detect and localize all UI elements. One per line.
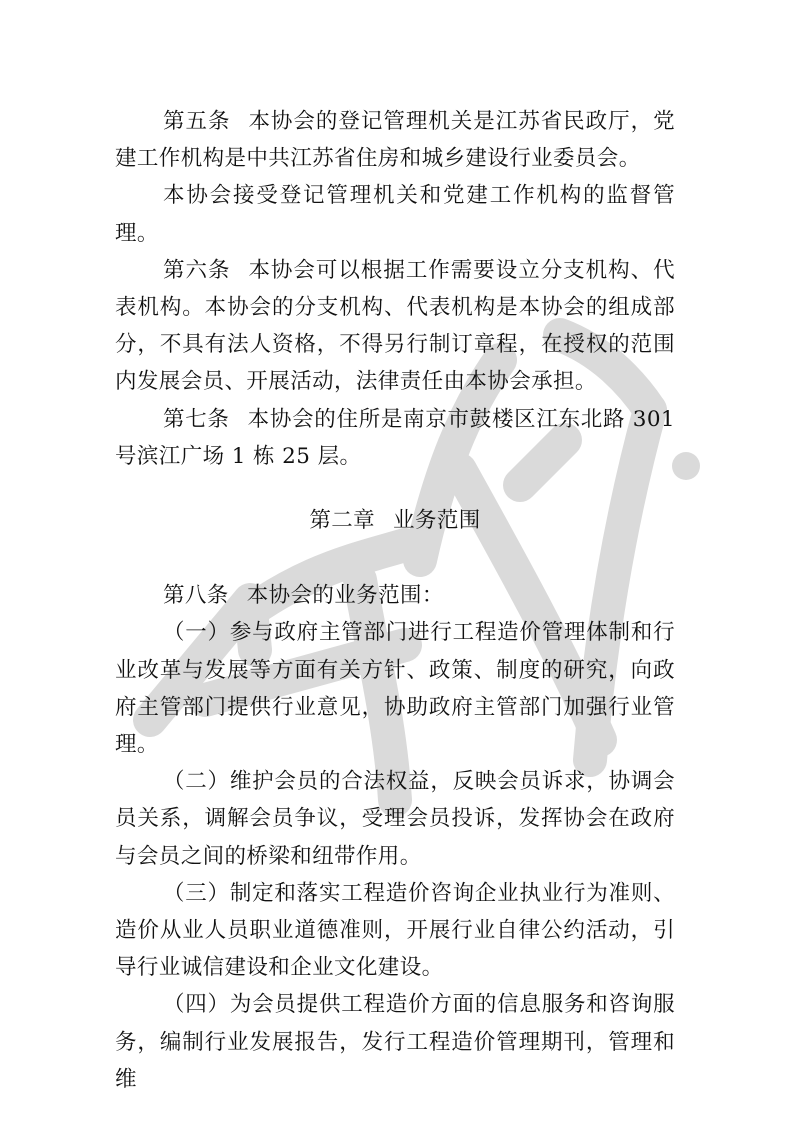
scope-item-text: （四）为会员提供工程造价方面的信息服务和咨询服务，编制行业发展报告，发行工程造价管理期刊，管理和维 (115, 992, 675, 1092)
article-5-paragraph (115, 103, 675, 177)
chapter-heading (115, 502, 675, 539)
article-text: 本协会的住所是南京市鼓楼区江东北路 301 号滨江广场 1 栋 25 层。 (115, 406, 675, 469)
scope-item-text: （一）参与政府主管部门进行工程造价管理体制和行业改革与发展等方面有关方针、政策、制度的研究，向政府主管部门提供行业意见，协助政府主管部门加强行业管理。 (115, 620, 675, 758)
scope-item-1 (115, 614, 675, 763)
chapter-number: 第二章 (309, 508, 376, 534)
article-number: 第六条 (163, 257, 231, 283)
supervision-paragraph (115, 177, 675, 251)
article-text: 本协会的业务范围： (246, 583, 444, 609)
scope-item-4 (115, 986, 675, 1098)
scope-item-text: （三）制定和落实工程造价咨询企业执业行为准则、造价从业人员职业道德准则，开展行业自律公约活动，引导行业诚信建设和企业文化建设。 (115, 880, 675, 981)
article-7-paragraph (115, 401, 675, 475)
scope-item-text: （二）维护会员的合法权益，反映会员诉求，协调会员关系，调解会员争议，受理会员投诉，发挥协会在政府与会员之间的桥梁和纽带作用。 (115, 769, 675, 869)
chapter-title: 业务范围 (393, 508, 481, 534)
article-number: 第八条 (163, 583, 229, 609)
article-6-paragraph (115, 252, 675, 401)
paragraph-text: 本协会接受登记管理机关和党建工作机构的监督管理。 (115, 183, 675, 246)
article-number: 第五条 (163, 109, 231, 134)
article-text: 本协会的登记管理机关是江苏省民政厅，党建工作机构是中共江苏省住房和城乡建设行业委员会。 (115, 109, 676, 172)
article-8-paragraph (115, 577, 675, 614)
article-text: 本协会可以根据工作需要设立分支机构、代表机构。本协会的分支机构、代表机构是本协会的组成部分，不具有法人资格，不得另行制订章程，在授权的范围内发展会员、开展活动，法律责任由本协会承担。 (115, 257, 676, 395)
scope-item-2 (115, 763, 675, 875)
scope-item-3 (115, 875, 675, 987)
article-number: 第七条 (163, 406, 230, 432)
document-body (115, 103, 675, 1098)
